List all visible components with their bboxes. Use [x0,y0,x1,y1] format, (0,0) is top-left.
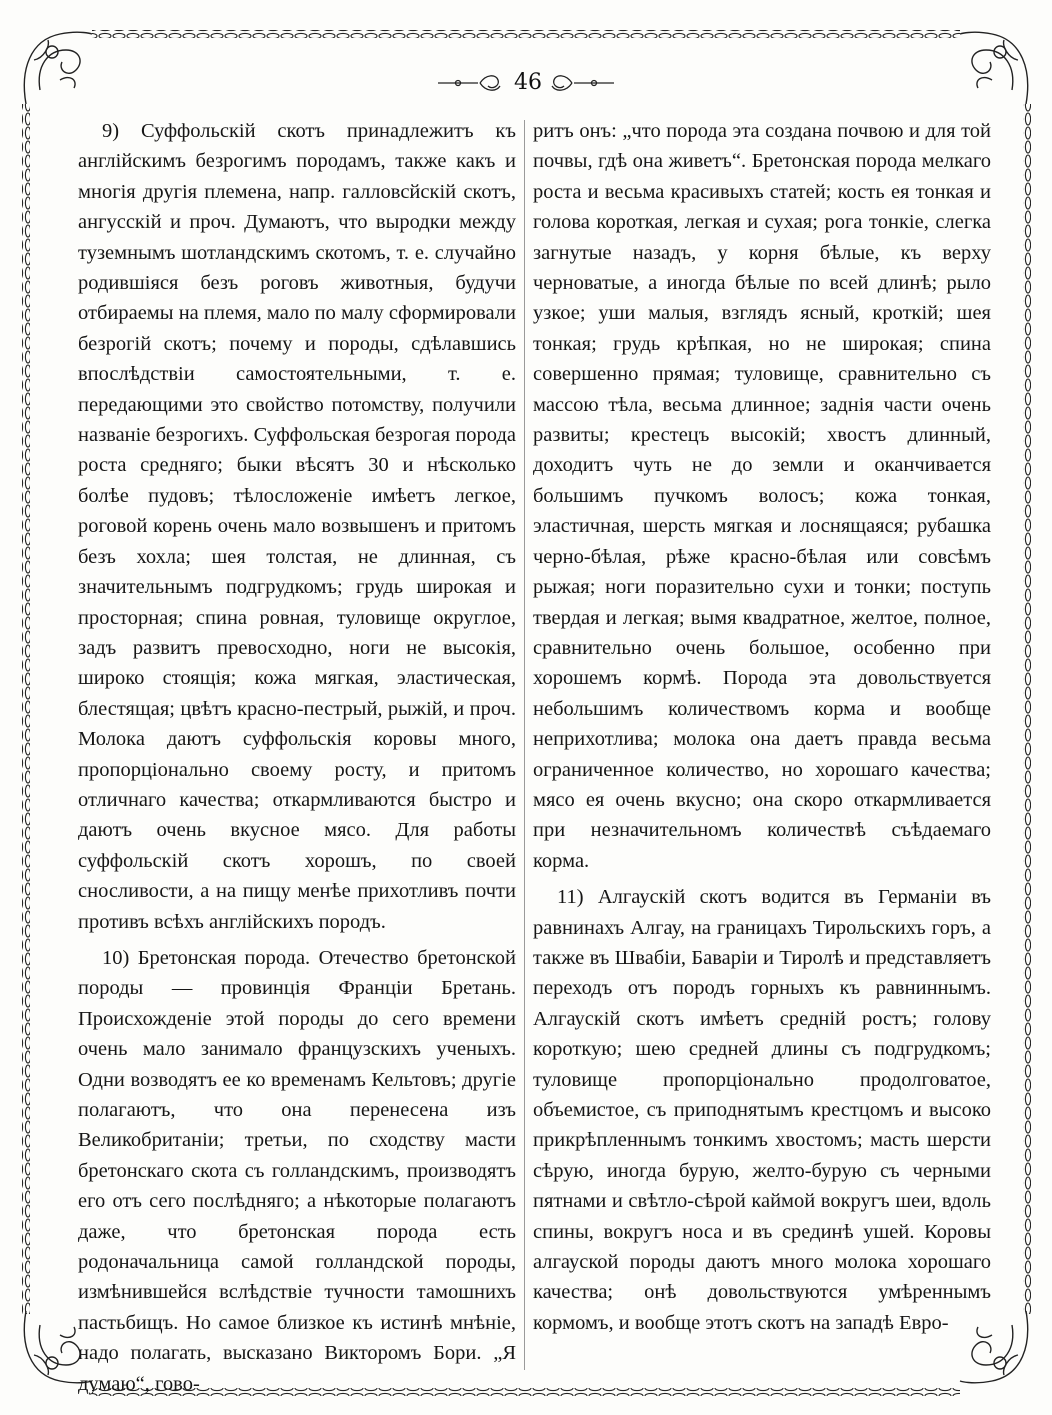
column-divider [524,120,525,1370]
page-number: 46 [514,70,542,95]
paragraph-breton-breed: 10) Бретонская порода. Отечество бретонской породы — провинція Франціи Бретань. Происхожденіе этой породы до сего времени очень мало занимало французскихъ ученыхъ. Одни возводятъ ее ко временамъ Кельтовъ; другіе полагаютъ, что она перенесена изъ Великобританіи; третьи, по сходству масти бретонскаго скота съ голландскимъ, производятъ его отъ сего послѣдняго; а нѣкоторые полагаютъ даже, что бретонская порода есть родоначальница самой голландской породы, измѣнившейся вслѣдствіе тучности тамошнихъ пастьбищъ. Но самое близкое къ истинѣ мнѣніе, надо полагать, высказано Викторомъ Бори. „Я думаю“, гово- [78,946,516,1395]
right-column [533,116,991,1338]
top-chain [92,30,960,38]
page-header [0,66,1052,102]
left-column [78,116,516,1399]
right-chain [1023,104,1031,1314]
paragraph-suffolk-cattle: 9) Суффольскій скотъ принадлежитъ къ англійскимъ безрогимъ породамъ, также какъ и многія другія племена, напр. галловсйскій скотъ, ангусскій и проч. Думаютъ, что выродки между туземнымъ шотландскимъ скотомъ, т. е. случайно родившіяся безъ роговъ животныя, будучи отбираемы на племя, мало по малу сформировали безрогій скотъ; почему и породы, сдѣлавшись впослѣдствіи самостоятельными, т. е. передающими это свойство потомству, получили названіе безрогихъ. Суффольская безрогая порода роста средняго; быки вѣсятъ 30 и нѣсколько болѣе пудовъ; тѣлосложеніе имѣетъ легкое, роговой корень очень мало возвышенъ и притомъ безъ хохла; шея толстая, не длинная, съ значительнымъ подгрудкомъ; грудь широкая и просторная; спина ровная, туловище округлое, задъ развитъ превосходно, ноги не высокія, широко стоящія; кожа мягкая, эластическая, блестящая; цвѣтъ красно-пестрый, рыжій, и проч. Молока даютъ суффольскія коровы много, пропорціонально своему росту, и притомъ отличнаго качества; откармливаются быстро и даютъ очень вкусное мясо. Для работы суффольскій скотъ хорошъ, по своей сносливости, а на пищу менѣе прихотливъ почти противъ всѣхъ англійскихъ породъ. [78,120,516,933]
paragraph-allgau-cattle: 11) Алгаускій скотъ водится въ Германіи въ равнинахъ Алгау, на границахъ Тирольскихъ горъ, а также въ Швабіи, Баваріи и Тиролѣ и представляетъ переходъ отъ породъ горныхъ къ равниннымъ. Алгаускій скотъ имѣетъ средній ростъ; голову короткую; шею средней длины съ подгрудкомъ; туловище пропорціонально продолговатое, объемистое, съ приподнятымъ крестцомъ и высоко прикрѣпленнымъ тонкимъ хвостомъ; масть шерсти сѣрую, иногда бурую, желто-бурую съ черными пятнами и свѣтло-сѣрой каймой вокругъ шеи, вдоль спины, вокругъ носа и въ срединѣ ушей. Коровы алгауской породы даютъ много молока хорошаго качества; онѣ довольствуются умѣреннымъ кормомъ, и вообще этотъ скотъ на западѣ Евро- [533,886,991,1334]
paragraph-breton-breed-continued: ритъ онъ: „что порода эта создана почвою и для той почвы, гдѣ она живетъ“. Бретонская порода мелкаго роста и весьма красивыхъ статей; кость ея тонкая и голова короткая, легкая и сухая; рога тонкіе, слегка загнутые назадъ, у корня бѣлые, къ верху черноватые, а иногда бѣлые по всей длинѣ; рыло узкое; уши малыя, взглядъ ясный, кроткій; шея тонкая; грудь крѣпкая, но не широкая; спина совершенно прямая; туловище, сравнительно съ массою тѣла, весьма длинное; заднія части очень развиты; крестецъ высокій; хвостъ длинный, доходитъ чуть не до земли и оканчивается большимъ пучкомъ волосъ; кожа тонкая, эластичная, шерсть мягкая и лоснящаяся; рубашка черно-бѣлая, рѣже красно-бѣлая или совсѣмъ рыжая; ноги поразительно сухи и тонки; поступь твердая и легкая; вымя квадратное, желтое, полное, сравнительно очень большое, особенно при хорошемъ кормѣ. Порода эта довольствуется небольшимъ количествомъ корма и вообще неприхотлива; молока она даетъ правда весьма ограниченное количество, но хорошаго качества; мясо ея очень вкусно; она скоро откармливается при незначительномъ количествѣ съѣдаемаго корма. [533,120,991,872]
left-chain [22,104,30,1314]
